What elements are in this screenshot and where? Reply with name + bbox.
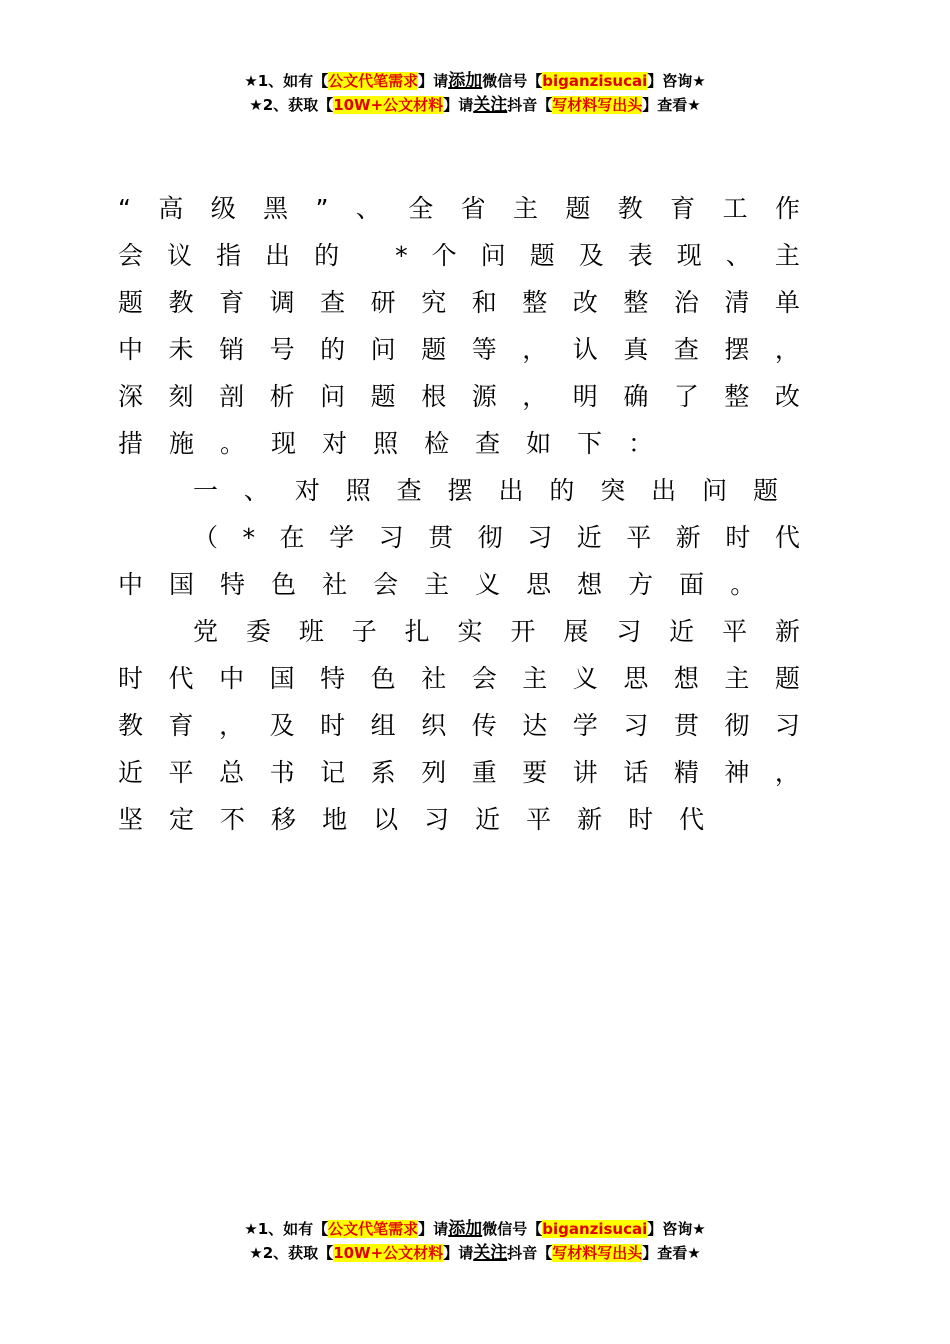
footer-line-2: ★2、获取【10W+公文材料】请关注抖音【写材料写出头】查看★: [249, 1243, 701, 1263]
body-char: 子: [351, 617, 377, 646]
body-line: [118, 561, 800, 608]
body-char: 班: [298, 617, 324, 646]
body-char: 剖: [219, 382, 245, 411]
body-char: 义: [572, 664, 598, 693]
body-line: [118, 279, 800, 326]
body-char: 高: [158, 194, 184, 223]
body-char: 习: [527, 523, 553, 552]
footer-douyin-account: 写材料写出头: [552, 1244, 643, 1262]
body-char: 查: [396, 476, 422, 505]
body-char: 根: [421, 382, 447, 411]
body-char: 学: [329, 523, 355, 552]
body-char: 照: [345, 476, 371, 505]
body-char: 社: [421, 664, 447, 693]
header-follow-emphasis: 关注: [473, 95, 508, 115]
body-char: 题: [421, 335, 447, 364]
body-char: 平: [626, 523, 652, 552]
body-char: 主: [513, 194, 539, 223]
document-body: [118, 185, 800, 843]
body-char: 表: [627, 241, 653, 270]
body-char: 扎: [404, 617, 430, 646]
body-char: 总: [219, 758, 245, 787]
body-char: 、: [355, 194, 381, 223]
body-char: 全: [408, 194, 434, 223]
body-char: 习: [616, 617, 642, 646]
body-char: 未: [168, 335, 194, 364]
body-char: 时: [118, 664, 144, 693]
body-char: 精: [673, 758, 699, 787]
header-banner: [0, 69, 950, 117]
body-char: 究: [421, 288, 447, 317]
body-char: 新: [774, 617, 800, 646]
body-char: 题: [774, 664, 800, 693]
body-char: 主: [522, 664, 548, 693]
body-char: 近: [669, 617, 695, 646]
body-char: 题: [118, 288, 144, 317]
body-char: 国: [169, 570, 195, 599]
body-char: 习: [424, 805, 450, 834]
body-char: 思: [623, 664, 649, 693]
body-char: ，: [522, 382, 548, 411]
body-char: ，: [522, 335, 548, 364]
body-line: [118, 702, 800, 749]
body-char: 了: [673, 382, 699, 411]
body-char: 问: [370, 335, 396, 364]
body-char: 摆: [447, 476, 473, 505]
body-char: 认: [572, 335, 598, 364]
body-char: 的: [549, 476, 575, 505]
body-char: ，: [774, 758, 800, 787]
body-char: 开: [510, 617, 536, 646]
header-highlight-service: 公文代笔需求: [328, 72, 419, 90]
header-wechat-id: biganzisucai: [542, 72, 648, 90]
body-char: 、: [725, 241, 751, 270]
body-line: [118, 749, 800, 796]
header-line-1: ★1、如有【公文代笔需求】请添加微信号【biganzisucai】咨询★: [244, 71, 706, 91]
body-char: 会: [373, 570, 399, 599]
body-char: 问: [480, 241, 506, 270]
body-char: 一: [193, 476, 219, 505]
body-char: 下: [577, 429, 603, 458]
body-char: 想: [673, 664, 699, 693]
body-char: 习: [623, 711, 649, 740]
body-char: 新: [577, 805, 603, 834]
body-char: 检: [424, 429, 450, 458]
body-char: 时: [628, 805, 654, 834]
body-char: 的: [320, 335, 346, 364]
body-char: 出: [498, 476, 524, 505]
body-char: 改: [774, 382, 800, 411]
body-char: 问: [702, 476, 728, 505]
body-char: 真: [623, 335, 649, 364]
body-char: 出: [265, 241, 291, 270]
header-add-emphasis: 添加: [448, 71, 483, 91]
body-line: [118, 796, 800, 843]
body-char: 整: [522, 288, 548, 317]
body-char: 深: [118, 382, 144, 411]
body-char: 题: [370, 382, 396, 411]
footer-line-1: ★1、如有【公文代笔需求】请添加微信号【biganzisucai】咨询★: [244, 1219, 706, 1239]
body-char: 析: [269, 382, 295, 411]
footer-highlight-materials: 10W+公文材料: [333, 1244, 444, 1262]
body-char: 整: [724, 382, 750, 411]
body-char: 思: [526, 570, 552, 599]
body-char: 工: [722, 194, 748, 223]
body-char: 平: [722, 617, 748, 646]
body-char: 明: [572, 382, 598, 411]
body-char: 学: [572, 711, 598, 740]
body-char: 神: [724, 758, 750, 787]
body-char: 。: [730, 570, 756, 599]
body-char: 号: [269, 335, 295, 364]
body-line: [118, 232, 800, 279]
body-char: 对: [322, 429, 348, 458]
body-char: 记: [320, 758, 346, 787]
body-char: 中: [118, 570, 144, 599]
body-char: 问: [320, 382, 346, 411]
body-char: 贯: [428, 523, 454, 552]
body-char: 照: [373, 429, 399, 458]
body-char: 作: [774, 194, 800, 223]
body-char: 单: [774, 288, 800, 317]
body-char: 及: [269, 711, 295, 740]
body-char: 移: [271, 805, 297, 834]
header-douyin-account: 写材料写出头: [552, 96, 643, 114]
body-char: 国: [269, 664, 295, 693]
body-char: 话: [623, 758, 649, 787]
body-char: 。: [220, 429, 246, 458]
body-char: “: [118, 194, 131, 223]
body-char: 查: [475, 429, 501, 458]
body-char: 黑: [263, 194, 289, 223]
body-char: 施: [169, 429, 195, 458]
body-char: 题: [752, 476, 778, 505]
body-char: 措: [118, 429, 144, 458]
body-char: 织: [421, 711, 447, 740]
body-char: [363, 232, 371, 279]
body-char: 清: [724, 288, 750, 317]
header-line-2: ★2、获取【10W+公文材料】请关注抖音【写材料写出头】查看★: [249, 95, 701, 115]
body-char: 现: [676, 241, 702, 270]
footer-highlight-service: 公文代笔需求: [328, 1220, 419, 1238]
body-char: 时: [725, 523, 751, 552]
body-char: 议: [167, 241, 193, 270]
body-char: 源: [471, 382, 497, 411]
body-char: 近: [475, 805, 501, 834]
body-char: 调: [269, 288, 295, 317]
body-char: 近: [576, 523, 602, 552]
footer-banner: [0, 1217, 950, 1265]
body-char: 改: [572, 288, 598, 317]
body-char: 摆: [724, 335, 750, 364]
body-char: 主: [724, 664, 750, 693]
body-char: 达: [522, 711, 548, 740]
body-char: *: [395, 241, 408, 270]
body-char: 育: [670, 194, 696, 223]
body-char: 整: [623, 288, 649, 317]
body-char: 讲: [572, 758, 598, 787]
body-char: 如: [526, 429, 552, 458]
body-char: 列: [421, 758, 447, 787]
body-char: 现: [271, 429, 297, 458]
body-char: 传: [471, 711, 497, 740]
body-char: 色: [271, 570, 297, 599]
body-char: 主: [774, 241, 800, 270]
body-char: ，: [219, 711, 245, 740]
body-char: 习: [774, 711, 800, 740]
body-char: 育: [168, 711, 194, 740]
body-char: 贯: [673, 711, 699, 740]
body-line: [118, 373, 800, 420]
body-char: 突: [600, 476, 626, 505]
body-char: 对: [294, 476, 320, 505]
body-char: 主: [424, 570, 450, 599]
body-char: 代: [774, 523, 800, 552]
body-char: 坚: [118, 805, 144, 834]
body-char: 新: [675, 523, 701, 552]
body-char: 地: [322, 805, 348, 834]
body-char: 销: [219, 335, 245, 364]
body-char: 在: [279, 523, 305, 552]
body-char: 和: [471, 288, 497, 317]
body-char: 义: [475, 570, 501, 599]
body-char: 以: [373, 805, 399, 834]
body-char: *: [242, 523, 256, 552]
body-char: 出: [651, 476, 677, 505]
body-char: 级: [210, 194, 236, 223]
body-char: 书: [269, 758, 295, 787]
body-line: [118, 655, 800, 702]
body-char: 平: [168, 758, 194, 787]
body-char: 省: [460, 194, 486, 223]
body-char: 党: [193, 617, 219, 646]
body-char: 定: [169, 805, 195, 834]
body-char: 不: [220, 805, 246, 834]
footer-wechat-id: biganzisucai: [542, 1220, 648, 1238]
body-char: 育: [219, 288, 245, 317]
body-line: [118, 420, 800, 467]
body-char: 确: [623, 382, 649, 411]
footer-follow-emphasis: 关注: [473, 1243, 508, 1263]
body-char: 查: [320, 288, 346, 317]
body-char: 面: [679, 570, 705, 599]
body-line: [118, 608, 800, 655]
body-char: 彻: [477, 523, 503, 552]
body-char: 的: [314, 241, 340, 270]
body-char: 展: [563, 617, 589, 646]
body-char: 组: [370, 711, 396, 740]
body-char: 社: [322, 570, 348, 599]
body-char: 刻: [168, 382, 194, 411]
body-char: 教: [118, 711, 144, 740]
body-char: 个: [431, 241, 457, 270]
body-char: ：: [628, 429, 654, 458]
body-char: 、: [243, 476, 269, 505]
body-char: 代: [679, 805, 705, 834]
section-heading: [118, 467, 800, 514]
body-char: 及: [578, 241, 604, 270]
body-char: 重: [471, 758, 497, 787]
body-line: [118, 326, 800, 373]
body-char: 查: [673, 335, 699, 364]
body-char: 特: [320, 664, 346, 693]
body-char: 方: [628, 570, 654, 599]
body-char: ”: [315, 194, 329, 223]
body-char: 题: [565, 194, 591, 223]
body-char: 实: [457, 617, 483, 646]
body-char: ，: [774, 335, 800, 364]
body-char: 研: [370, 288, 396, 317]
body-char: 教: [617, 194, 643, 223]
body-char: 系: [370, 758, 396, 787]
body-char: 代: [168, 664, 194, 693]
body-char: 题: [529, 241, 555, 270]
body-char: 指: [216, 241, 242, 270]
footer-add-emphasis: 添加: [448, 1219, 483, 1239]
body-char: 习: [378, 523, 404, 552]
body-char: 要: [522, 758, 548, 787]
body-char: 等: [471, 335, 497, 364]
body-char: 特: [220, 570, 246, 599]
body-char: 会: [471, 664, 497, 693]
body-char: 会: [118, 241, 144, 270]
body-char: 时: [320, 711, 346, 740]
body-char: 平: [526, 805, 552, 834]
body-char: 彻: [724, 711, 750, 740]
body-line: [118, 185, 800, 232]
body-char: 委: [245, 617, 271, 646]
body-char: 中: [118, 335, 144, 364]
body-char: 教: [168, 288, 194, 317]
body-char: （: [193, 523, 219, 552]
body-char: 近: [118, 758, 144, 787]
header-highlight-materials: 10W+公文材料: [333, 96, 444, 114]
body-char: 想: [577, 570, 603, 599]
body-char: 中: [219, 664, 245, 693]
subsection-heading: [118, 514, 800, 561]
body-char: 色: [370, 664, 396, 693]
body-char: 治: [673, 288, 699, 317]
